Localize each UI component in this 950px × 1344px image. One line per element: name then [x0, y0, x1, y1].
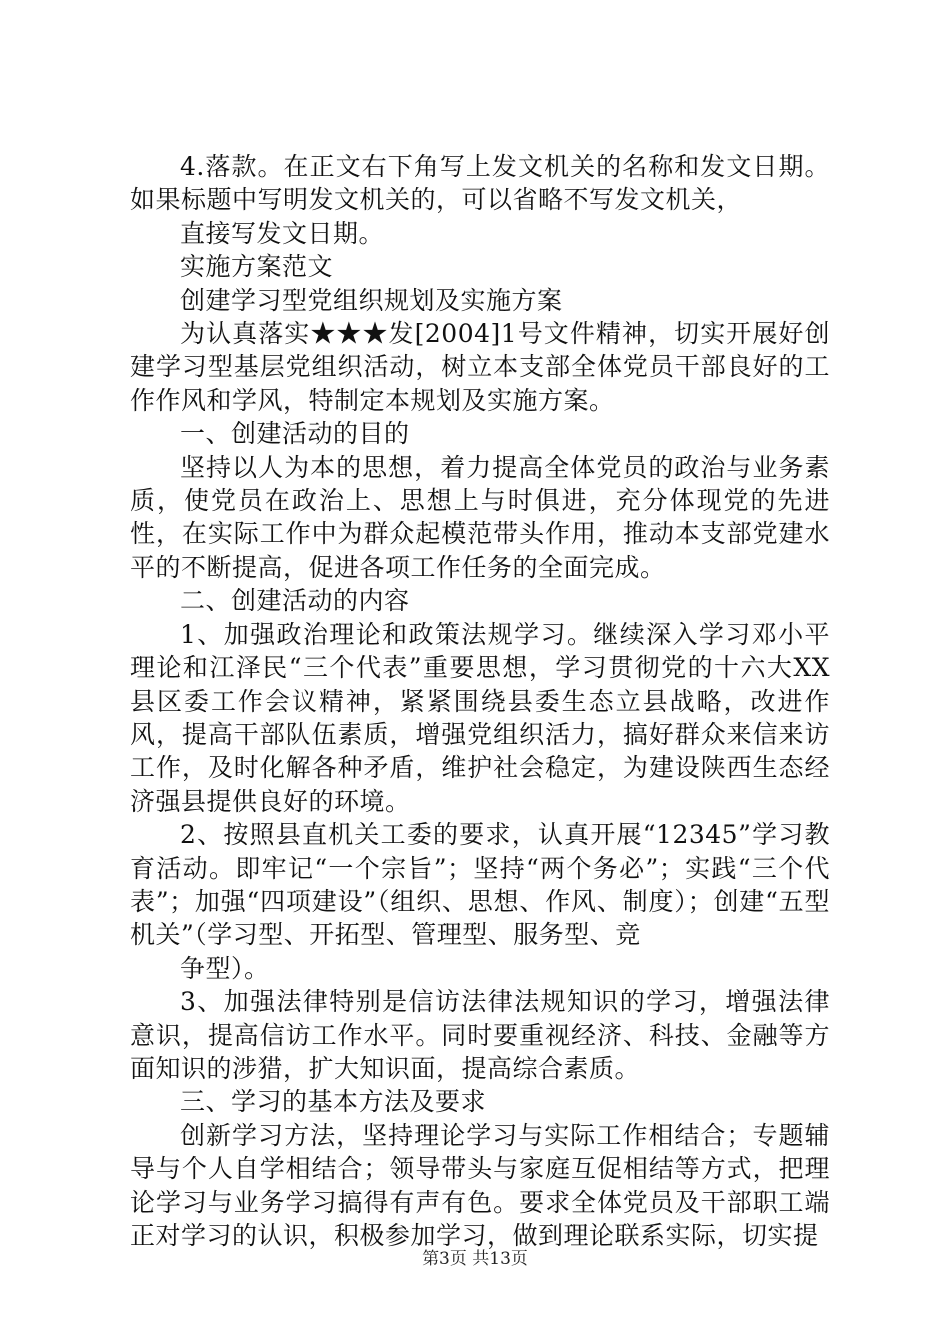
page-number-footer: 第3页 共13页: [422, 1249, 528, 1269]
paragraph-content-1: 1、加强政治理论和政策法规学习。继续深入学习邓小平理论和江泽民“三个代表”重要思想，学习贯彻党的十六大XX县区委工作会议精神，紧紧围绕县委生态立县战略，改进作风，提高干部队伍素质，增强党组织活力，搞好群众来信来访工作，及时化解各种矛盾，维护社会稳定，为建设陕西生态经济强县提供良好的环境。: [130, 619, 830, 816]
heading-methods: 三、学习的基本方法及要求: [180, 1087, 487, 1117]
paragraph-intro: 为认真落实★★★发[2004]1号文件精神，切实开展好创建学习型基层党组织活动，树立本支部全体党员干部良好的工作作风和学风，特制定本规划及实施方案。: [130, 319, 830, 415]
paragraph-methods: 创新学习方法，坚持理论学习与实际工作相结合；专题辅导与个人自学相结合；领导带头与家庭互促相结等方式，把理论学习与业务学习搞得有声有色。要求全体党员及干部职工端正对学习的认识，积极参加学习，做到理论联系实际，切实提: [130, 1120, 830, 1250]
paragraph-content-2-continued: 争型）。: [180, 953, 270, 983]
heading-content: 二、创建活动的内容: [180, 586, 410, 616]
paragraph-content-2: 2、按照县直机关工委的要求，认真开展“12345”学习教育活动。即牢记“一个宗旨”；坚持“两个务必”；实践“三个代表”；加强“四项建设”（组织、思想、作风、制度）；创建“五型机关”（学习型、开拓型、管理型、服务型、竞: [130, 820, 830, 950]
paragraph-content-3: 3、加强法律特别是信访法律法规知识的学习，增强法律意识，提高信访工作水平。同时要重视经济、科技、金融等方面知识的涉猎，扩大知识面，提高综合素质。: [130, 987, 830, 1083]
heading-purpose: 一、创建活动的目的: [180, 419, 410, 449]
document-title: 创建学习型党组织规划及实施方案: [180, 285, 563, 315]
section-heading-sample: 实施方案范文: [180, 252, 334, 282]
paragraph-signature-item: 4.落款。在正文右下角写上发文机关的名称和发文日期。如果标题中写明发文机关的，可以省略不写发文机关，: [130, 152, 830, 215]
paragraph-signature-continued: 直接写发文日期。: [180, 218, 385, 248]
document-body: [130, 150, 830, 1252]
paragraph-purpose: 坚持以人为本的思想，着力提高全体党员的政治与业务素质，使党员在政治上、思想上与时俱进，充分体现党的先进性，在实际工作中为群众起模范带头作用，推动本支部党建水平的不断提高，促进各项工作任务的全面完成。: [130, 452, 830, 582]
